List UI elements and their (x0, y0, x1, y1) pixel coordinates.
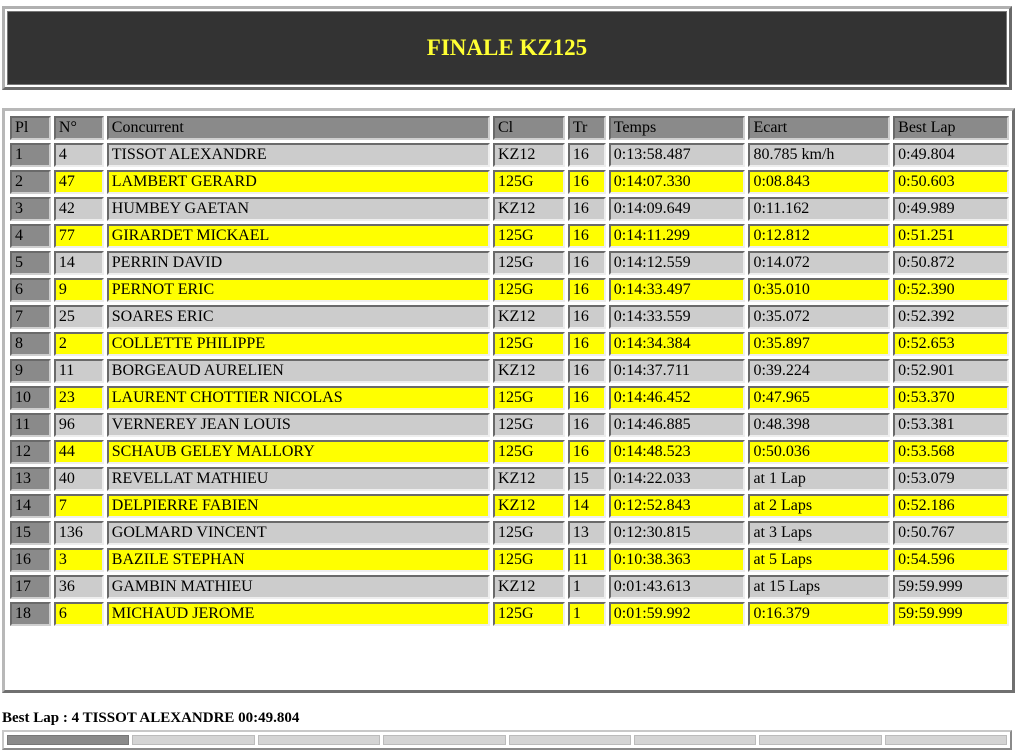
cell-best-lap: 0:54.596 (893, 548, 1009, 572)
cell-number: 25 (54, 305, 104, 329)
results-table (7, 113, 1012, 629)
cell-class: 125G (493, 170, 565, 194)
cell-ecart: at 2 Laps (748, 494, 890, 518)
cell-ecart: 0:12.812 (748, 224, 890, 248)
cell-class: 125G (493, 251, 565, 275)
column-header-number: N° (54, 116, 104, 140)
cell-concurrent: DELPIERRE FABIEN (107, 494, 490, 518)
cell-best-lap: 0:50.767 (893, 521, 1009, 545)
cell-ecart: 0:35.072 (748, 305, 890, 329)
cell-number: 36 (54, 575, 104, 599)
cell-concurrent: REVELLAT MATHIEU (107, 467, 490, 491)
cell-class: 125G (493, 386, 565, 410)
table-row (10, 143, 1009, 167)
cell-concurrent: GIRARDET MICKAEL (107, 224, 490, 248)
cell-temps: 0:14:46.885 (609, 413, 746, 437)
cell-ecart: 0:47.965 (748, 386, 890, 410)
cell-ecart: 80.785 km/h (748, 143, 890, 167)
cell-concurrent: GAMBIN MATHIEU (107, 575, 490, 599)
cell-concurrent: PERRIN DAVID (107, 251, 490, 275)
cell-place: 9 (10, 359, 51, 383)
cell-class: KZ12 (493, 197, 565, 221)
cell-number: 96 (54, 413, 104, 437)
cell-best-lap: 0:53.079 (893, 467, 1009, 491)
cell-ecart: 0:39.224 (748, 359, 890, 383)
cell-class: KZ12 (493, 467, 565, 491)
cell-temps: 0:14:33.559 (609, 305, 746, 329)
cell-ecart: 0:14.072 (748, 251, 890, 275)
cell-temps: 0:14:46.452 (609, 386, 746, 410)
cell-temps: 0:01:43.613 (609, 575, 746, 599)
cell-temps: 0:14:34.384 (609, 332, 746, 356)
page-indicator-segment (132, 735, 254, 745)
table-row (10, 386, 1009, 410)
cell-place: 13 (10, 467, 51, 491)
cell-ecart: 0:35.010 (748, 278, 890, 302)
cell-laps: 16 (568, 386, 606, 410)
cell-concurrent: BAZILE STEPHAN (107, 548, 490, 572)
cell-place: 8 (10, 332, 51, 356)
cell-temps: 0:14:48.523 (609, 440, 746, 464)
cell-number: 6 (54, 602, 104, 626)
table-row (10, 359, 1009, 383)
cell-temps: 0:14:37.711 (609, 359, 746, 383)
page-title: FINALE KZ125 (426, 35, 588, 60)
cell-place: 12 (10, 440, 51, 464)
cell-laps: 11 (568, 548, 606, 572)
cell-best-lap: 0:52.653 (893, 332, 1009, 356)
column-header-pl: Pl (10, 116, 51, 140)
page-indicator-segment (634, 735, 756, 745)
cell-number: 2 (54, 332, 104, 356)
cell-laps: 13 (568, 521, 606, 545)
cell-place: 10 (10, 386, 51, 410)
cell-place: 4 (10, 224, 51, 248)
cell-class: 125G (493, 332, 565, 356)
cell-number: 9 (54, 278, 104, 302)
cell-concurrent: SOARES ERIC (107, 305, 490, 329)
results-body (10, 143, 1009, 626)
table-row (10, 170, 1009, 194)
cell-number: 14 (54, 251, 104, 275)
column-header-best-lap: Best Lap (893, 116, 1009, 140)
cell-laps: 16 (568, 359, 606, 383)
cell-concurrent: VERNEREY JEAN LOUIS (107, 413, 490, 437)
page-indicator-segment (383, 735, 505, 745)
cell-ecart: 0:11.162 (748, 197, 890, 221)
cell-best-lap: 0:52.392 (893, 305, 1009, 329)
table-row (10, 413, 1009, 437)
cell-best-lap: 59:59.999 (893, 602, 1009, 626)
page-indicator-segment (885, 735, 1007, 745)
cell-ecart: at 5 Laps (748, 548, 890, 572)
cell-laps: 16 (568, 440, 606, 464)
cell-concurrent: PERNOT ERIC (107, 278, 490, 302)
cell-best-lap: 0:49.989 (893, 197, 1009, 221)
cell-temps: 0:14:12.559 (609, 251, 746, 275)
cell-place: 11 (10, 413, 51, 437)
cell-temps: 0:14:09.649 (609, 197, 746, 221)
cell-place: 2 (10, 170, 51, 194)
cell-concurrent: MICHAUD JEROME (107, 602, 490, 626)
cell-concurrent: LAURENT CHOTTIER NICOLAS (107, 386, 490, 410)
cell-laps: 16 (568, 278, 606, 302)
cell-laps: 16 (568, 251, 606, 275)
table-row (10, 521, 1009, 545)
table-row (10, 305, 1009, 329)
cell-place: 14 (10, 494, 51, 518)
cell-laps: 16 (568, 143, 606, 167)
cell-laps: 15 (568, 467, 606, 491)
cell-number: 136 (54, 521, 104, 545)
cell-best-lap: 0:51.251 (893, 224, 1009, 248)
cell-class: KZ12 (493, 305, 565, 329)
cell-number: 7 (54, 494, 104, 518)
cell-temps: 0:14:11.299 (609, 224, 746, 248)
cell-ecart: at 15 Laps (748, 575, 890, 599)
table-row (10, 278, 1009, 302)
cell-laps: 16 (568, 224, 606, 248)
cell-class: KZ12 (493, 494, 565, 518)
table-header-row (10, 116, 1009, 140)
cell-class: 125G (493, 278, 565, 302)
table-row (10, 197, 1009, 221)
cell-laps: 1 (568, 602, 606, 626)
cell-place: 7 (10, 305, 51, 329)
cell-concurrent: GOLMARD VINCENT (107, 521, 490, 545)
cell-class: KZ12 (493, 359, 565, 383)
cell-temps: 0:12:52.843 (609, 494, 746, 518)
cell-number: 23 (54, 386, 104, 410)
cell-laps: 16 (568, 332, 606, 356)
cell-class: 125G (493, 440, 565, 464)
table-row (10, 224, 1009, 248)
cell-place: 5 (10, 251, 51, 275)
table-row (10, 440, 1009, 464)
cell-laps: 16 (568, 413, 606, 437)
table-row (10, 575, 1009, 599)
page-indicator-segment-active (7, 735, 129, 745)
cell-best-lap: 0:52.390 (893, 278, 1009, 302)
cell-ecart: 0:08.843 (748, 170, 890, 194)
cell-temps: 0:14:22.033 (609, 467, 746, 491)
cell-laps: 14 (568, 494, 606, 518)
column-header-ecart: Ecart (748, 116, 890, 140)
cell-best-lap: 0:53.370 (893, 386, 1009, 410)
cell-laps: 16 (568, 305, 606, 329)
table-row (10, 548, 1009, 572)
cell-concurrent: LAMBERT GERARD (107, 170, 490, 194)
page-indicator-segment (258, 735, 380, 745)
cell-ecart: 0:50.036 (748, 440, 890, 464)
cell-concurrent: BORGEAUD AURELIEN (107, 359, 490, 383)
column-header-class: Cl (493, 116, 565, 140)
cell-number: 42 (54, 197, 104, 221)
table-row (10, 467, 1009, 491)
cell-number: 77 (54, 224, 104, 248)
table-row (10, 602, 1009, 626)
best-lap-summary: Best Lap : 4 TISSOT ALEXANDRE 00:49.804 (2, 710, 300, 726)
cell-place: 18 (10, 602, 51, 626)
cell-number: 4 (54, 143, 104, 167)
cell-temps: 0:14:33.497 (609, 278, 746, 302)
cell-place: 15 (10, 521, 51, 545)
cell-best-lap: 59:59.999 (893, 575, 1009, 599)
cell-place: 1 (10, 143, 51, 167)
table-row (10, 251, 1009, 275)
cell-class: KZ12 (493, 575, 565, 599)
cell-best-lap: 0:50.872 (893, 251, 1009, 275)
cell-concurrent: TISSOT ALEXANDRE (107, 143, 490, 167)
cell-number: 44 (54, 440, 104, 464)
cell-concurrent: HUMBEY GAETAN (107, 197, 490, 221)
cell-place: 6 (10, 278, 51, 302)
cell-temps: 0:01:59.992 (609, 602, 746, 626)
cell-ecart: at 1 Lap (748, 467, 890, 491)
cell-class: 125G (493, 521, 565, 545)
cell-number: 3 (54, 548, 104, 572)
cell-best-lap: 0:53.568 (893, 440, 1009, 464)
cell-ecart: 0:48.398 (748, 413, 890, 437)
page-indicator-segment (759, 735, 881, 745)
cell-laps: 1 (568, 575, 606, 599)
column-header-concurrent: Concurrent (107, 116, 490, 140)
column-header-temps: Temps (609, 116, 746, 140)
cell-class: 125G (493, 602, 565, 626)
page-indicator-segment (509, 735, 631, 745)
cell-ecart: 0:35.897 (748, 332, 890, 356)
cell-best-lap: 0:52.901 (893, 359, 1009, 383)
cell-ecart: 0:16.379 (748, 602, 890, 626)
cell-temps: 0:13:58.487 (609, 143, 746, 167)
cell-place: 16 (10, 548, 51, 572)
cell-temps: 0:12:30.815 (609, 521, 746, 545)
table-row (10, 494, 1009, 518)
page-indicator (2, 730, 1012, 750)
cell-best-lap: 0:52.186 (893, 494, 1009, 518)
title-banner (7, 11, 1007, 85)
cell-laps: 16 (568, 197, 606, 221)
cell-number: 47 (54, 170, 104, 194)
cell-best-lap: 0:50.603 (893, 170, 1009, 194)
cell-temps: 0:14:07.330 (609, 170, 746, 194)
cell-best-lap: 0:49.804 (893, 143, 1009, 167)
cell-place: 3 (10, 197, 51, 221)
cell-class: 125G (493, 413, 565, 437)
cell-ecart: at 3 Laps (748, 521, 890, 545)
title-frame (2, 6, 1012, 90)
cell-concurrent: SCHAUB GELEY MALLORY (107, 440, 490, 464)
cell-number: 11 (54, 359, 104, 383)
cell-class: 125G (493, 224, 565, 248)
cell-class: 125G (493, 548, 565, 572)
cell-number: 40 (54, 467, 104, 491)
cell-place: 17 (10, 575, 51, 599)
table-row (10, 332, 1009, 356)
column-header-laps: Tr (568, 116, 606, 140)
cell-concurrent: COLLETTE PHILIPPE (107, 332, 490, 356)
cell-laps: 16 (568, 170, 606, 194)
results-table-frame (2, 108, 1015, 693)
cell-best-lap: 0:53.381 (893, 413, 1009, 437)
cell-class: KZ12 (493, 143, 565, 167)
cell-temps: 0:10:38.363 (609, 548, 746, 572)
